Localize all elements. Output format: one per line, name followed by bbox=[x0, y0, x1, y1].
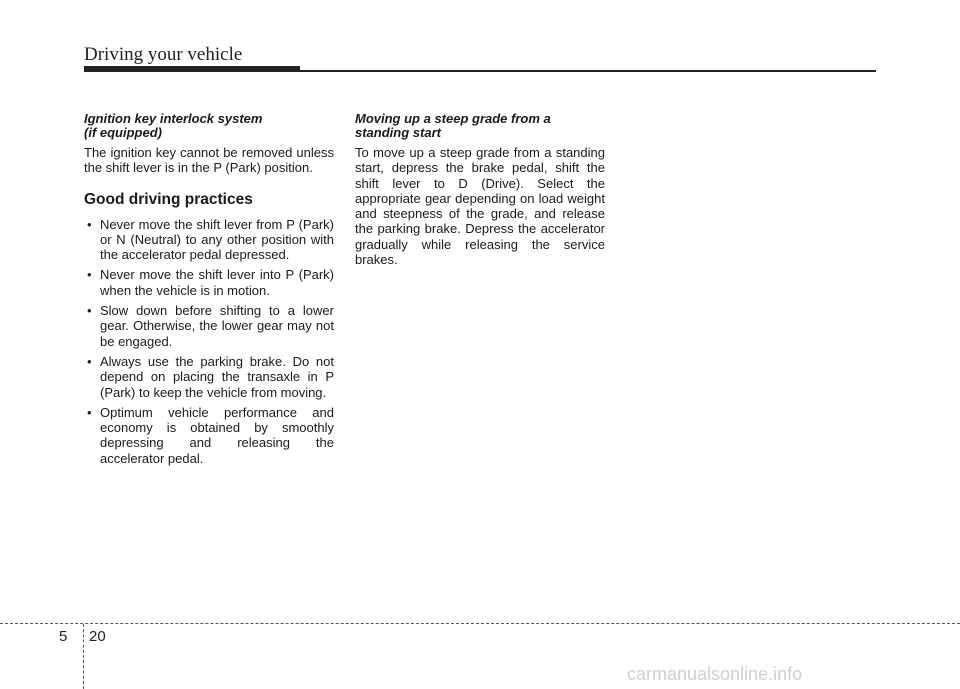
list-item: • Never move the shift lever from P (Park) or N (Neutral) to any other position with the accelerator pedal depressed. bbox=[84, 217, 334, 263]
subheading-line-2: standing start bbox=[355, 125, 441, 140]
watermark: carmanualsonline.info bbox=[627, 664, 803, 684]
ignition-interlock-subheading bbox=[84, 112, 334, 140]
footer-rule bbox=[0, 623, 960, 624]
steep-grade-paragraph: To move up a steep grade from a standing start, depress the brake pedal, shift the shift lever to D (Drive). Select the appropriate gear depending on load weight and steepness of the grade, and release the parking brake. Depress the accelerator gradually while releasing the service brakes. bbox=[355, 145, 605, 268]
good-driving-heading: Good driving practices bbox=[84, 190, 253, 208]
list-item: • Always use the parking brake. Do not depend on placing the transaxle in P (Park) to keep the vehicle from moving. bbox=[84, 354, 334, 400]
driving-practices-list bbox=[84, 217, 334, 466]
subheading-line-1: Moving up a steep grade from a bbox=[355, 111, 551, 126]
header-rule-thick bbox=[84, 66, 300, 72]
footer-divider bbox=[83, 624, 84, 689]
chapter-number: 5 bbox=[59, 628, 68, 645]
header-rule-thin bbox=[300, 70, 876, 72]
list-item: • Never move the shift lever into P (Park) when the vehicle is in motion. bbox=[84, 267, 334, 298]
right-column bbox=[355, 112, 605, 267]
page-number: 20 bbox=[89, 628, 106, 645]
subheading-line-1: Ignition key interlock system bbox=[84, 111, 263, 126]
left-column bbox=[84, 112, 334, 471]
list-item: • Slow down before shifting to a lower gear. Otherwise, the lower gear may not be engaged. bbox=[84, 303, 334, 349]
subheading-line-2: (if equipped) bbox=[84, 125, 162, 140]
ignition-interlock-paragraph: The ignition key cannot be removed unless the shift lever is in the P (Park) position. bbox=[84, 145, 334, 176]
list-item: • Optimum vehicle performance and economy is obtained by smoothly depressing and releasing the accelerator pedal. bbox=[84, 405, 334, 466]
page-header-title: Driving your vehicle bbox=[84, 44, 243, 65]
steep-grade-subheading bbox=[355, 112, 605, 140]
